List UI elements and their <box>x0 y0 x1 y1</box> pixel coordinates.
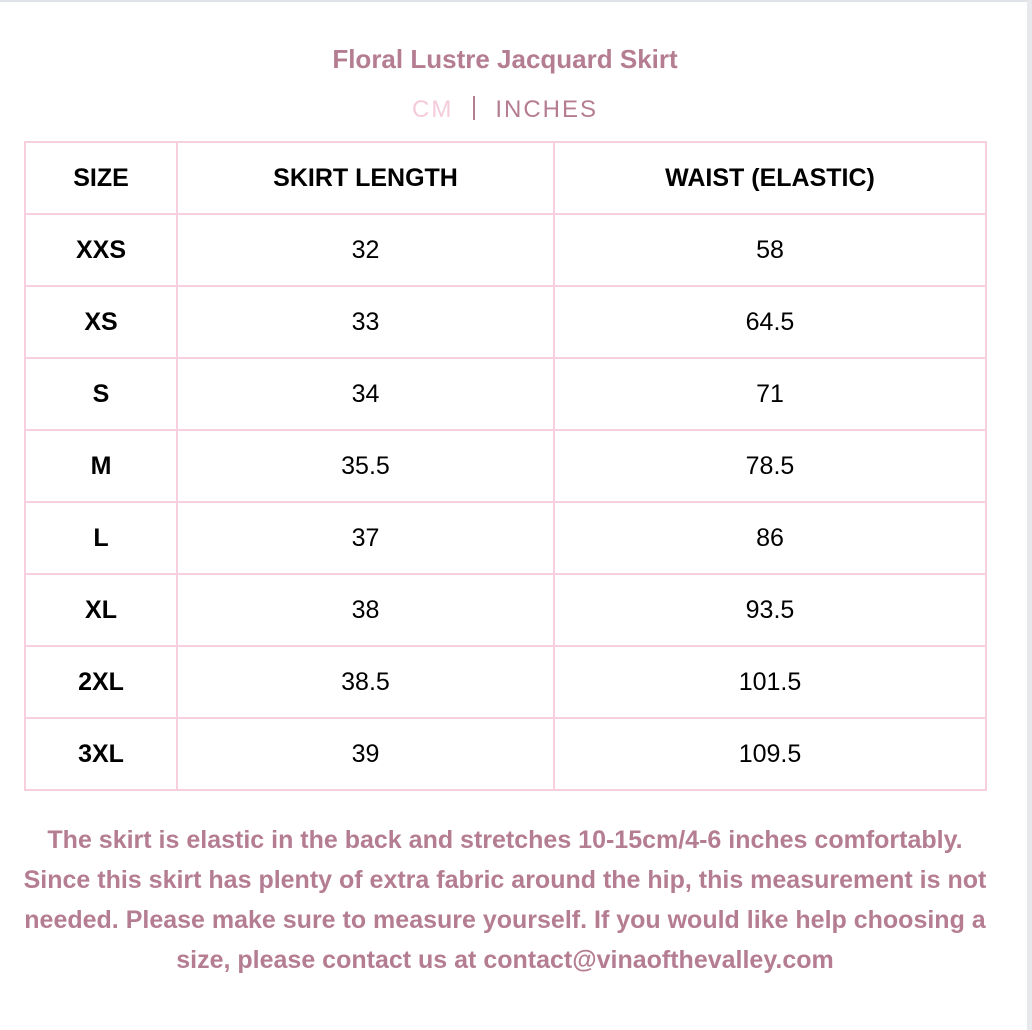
table-row <box>25 646 986 718</box>
scrollbar[interactable] <box>1027 0 1032 1030</box>
size-cell: S <box>25 358 177 430</box>
waist-cell: 86 <box>554 502 986 574</box>
skirt-length-cell: 37 <box>177 502 554 574</box>
table-row <box>25 286 986 358</box>
size-cell: 2XL <box>25 646 177 718</box>
skirt-length-cell: 35.5 <box>177 430 554 502</box>
unit-divider <box>473 96 475 120</box>
skirt-length-cell: 39 <box>177 718 554 790</box>
waist-cell: 71 <box>554 358 986 430</box>
header-size: SIZE <box>25 142 177 214</box>
table-header-row <box>25 142 986 214</box>
header-skirt-length: SKIRT LENGTH <box>177 142 554 214</box>
table-row <box>25 718 986 790</box>
unit-inches-button[interactable]: INCHES <box>495 96 598 123</box>
waist-cell: 78.5 <box>554 430 986 502</box>
unit-cm-button[interactable]: CM <box>411 96 454 123</box>
size-note: The skirt is elastic in the back and stretches 10-15cm/4-6 inches comfortably. Since this skirt has plenty of extra fabric around the hip, this measurement is not needed. Please make sure to measure yourself. If you would like help choosing a size, please contact us at contact@vinaofthevalley.com <box>23 826 987 974</box>
waist-cell: 109.5 <box>554 718 986 790</box>
size-cell: XL <box>25 574 177 646</box>
skirt-length-cell: 38 <box>177 574 554 646</box>
table-row <box>25 430 986 502</box>
size-cell: XS <box>25 286 177 358</box>
waist-cell: 93.5 <box>554 574 986 646</box>
waist-cell: 58 <box>554 214 986 286</box>
skirt-length-cell: 34 <box>177 358 554 430</box>
table-row <box>25 214 986 286</box>
header-waist: WAIST (ELASTIC) <box>554 142 986 214</box>
size-cell: L <box>25 502 177 574</box>
skirt-length-cell: 32 <box>177 214 554 286</box>
window-top-border <box>0 0 1032 2</box>
table-row <box>25 358 986 430</box>
skirt-length-cell: 33 <box>177 286 554 358</box>
waist-cell: 101.5 <box>554 646 986 718</box>
size-chart-table <box>24 141 987 791</box>
size-cell: M <box>25 430 177 502</box>
size-cell: 3XL <box>25 718 177 790</box>
page-title: Floral Lustre Jacquard Skirt <box>332 44 678 74</box>
skirt-length-cell: 38.5 <box>177 646 554 718</box>
table-row <box>25 574 986 646</box>
waist-cell: 64.5 <box>554 286 986 358</box>
size-cell: XXS <box>25 214 177 286</box>
unit-toggle <box>0 96 1010 124</box>
table-row <box>25 502 986 574</box>
